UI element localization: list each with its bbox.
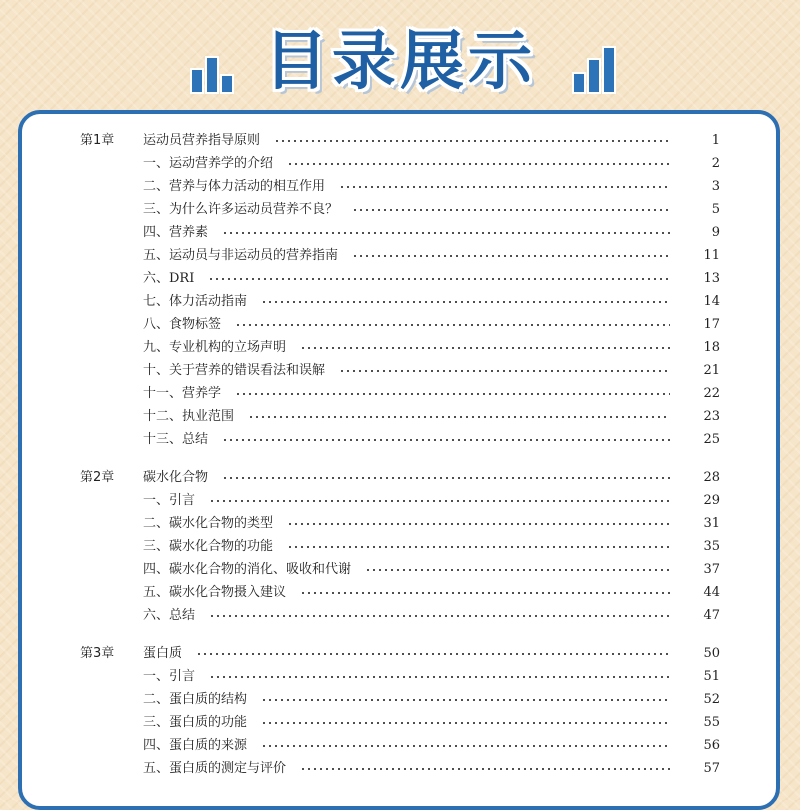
chapter-number: 第3章 <box>80 646 115 661</box>
leader-dots <box>287 542 670 552</box>
section-title: 六、总结 <box>143 608 196 623</box>
chapter-title: 运动员营养指导原则 <box>143 133 261 148</box>
leader-dots <box>261 718 670 728</box>
page-number: 21 <box>703 363 720 378</box>
toc-section-row <box>0 758 800 780</box>
leader-dots <box>274 136 670 146</box>
toc-chapter-row <box>0 467 800 489</box>
page-number: 50 <box>703 646 720 661</box>
leader-dots <box>300 588 670 598</box>
section-title: 四、碳水化合物的消化、吸收和代谢 <box>143 562 352 577</box>
section-title: 四、蛋白质的来源 <box>143 738 248 753</box>
leader-dots <box>287 519 670 529</box>
toc-chapter-row <box>0 130 800 152</box>
page-number: 31 <box>703 516 720 531</box>
leader-dots <box>248 412 670 422</box>
leader-dots <box>222 435 670 445</box>
page-number: 28 <box>703 470 720 485</box>
leader-dots <box>196 649 670 659</box>
leader-dots <box>300 343 670 353</box>
leader-dots <box>222 473 670 483</box>
section-title: 一、引言 <box>143 669 196 684</box>
leader-dots <box>235 389 670 399</box>
section-title: 十一、营养学 <box>143 386 222 401</box>
section-title: 十三、总结 <box>143 432 209 447</box>
page-number: 47 <box>703 608 720 623</box>
page-number: 11 <box>703 248 720 263</box>
section-title: 二、碳水化合物的类型 <box>143 516 274 531</box>
toc-section-row <box>0 245 800 267</box>
chapter-number: 第2章 <box>80 470 115 485</box>
page-number: 14 <box>703 294 720 309</box>
toc-section-row <box>0 222 800 244</box>
page-title: 目录展示 <box>264 25 536 99</box>
leader-dots <box>261 695 670 705</box>
leader-dots <box>300 764 670 774</box>
leader-dots <box>209 611 670 621</box>
section-title: 一、引言 <box>143 493 196 508</box>
toc-chapter-row <box>0 643 800 665</box>
page-number: 23 <box>703 409 720 424</box>
section-title: 十二、执业范围 <box>143 409 235 424</box>
leader-dots <box>235 320 670 330</box>
leader-dots <box>209 496 670 506</box>
leader-dots <box>222 228 670 238</box>
leader-dots <box>352 205 670 215</box>
page-number: 35 <box>703 539 720 554</box>
toc-section-row <box>0 712 800 734</box>
leader-dots <box>352 251 670 261</box>
section-title: 六、DRI <box>143 271 195 286</box>
toc-section-row <box>0 490 800 512</box>
leader-dots <box>287 159 670 169</box>
section-title: 三、碳水化合物的功能 <box>143 539 274 554</box>
toc-section-row <box>0 153 800 175</box>
toc-section-row <box>0 605 800 627</box>
page-number: 22 <box>703 386 720 401</box>
chapter-title: 碳水化合物 <box>143 470 209 485</box>
section-title: 三、蛋白质的功能 <box>143 715 248 730</box>
toc-section-row <box>0 536 800 558</box>
toc-section-row <box>0 735 800 757</box>
toc-section-row <box>0 429 800 451</box>
page-number: 55 <box>703 715 720 730</box>
section-title: 七、体力活动指南 <box>143 294 248 309</box>
toc-section-row <box>0 582 800 604</box>
toc-section-row <box>0 268 800 290</box>
page-number: 25 <box>703 432 720 447</box>
page-number: 3 <box>711 179 720 194</box>
toc-section-row <box>0 406 800 428</box>
page-number: 2 <box>711 156 720 171</box>
toc-section-row <box>0 199 800 221</box>
toc-section-row <box>0 291 800 313</box>
page-number: 29 <box>703 493 720 508</box>
section-title: 三、为什么许多运动员营养不良？ <box>143 202 339 217</box>
chapter-number: 第1章 <box>80 133 115 148</box>
section-title: 五、运动员与非运动员的营养指南 <box>143 248 339 263</box>
toc-section-row <box>0 689 800 711</box>
toc-section-row <box>0 314 800 336</box>
toc-section-row <box>0 383 800 405</box>
page-number: 37 <box>703 562 720 577</box>
page-number: 9 <box>711 225 720 240</box>
bar-chart-icon-right <box>572 40 632 94</box>
page-number: 17 <box>703 317 720 332</box>
leader-dots <box>365 565 670 575</box>
leader-dots <box>339 182 670 192</box>
page-number: 51 <box>703 669 720 684</box>
chapter-title: 蛋白质 <box>143 646 183 661</box>
toc-section-row <box>0 337 800 359</box>
section-title: 五、碳水化合物摄入建议 <box>143 585 287 600</box>
page-number: 56 <box>703 738 720 753</box>
page-number: 44 <box>703 585 720 600</box>
toc-section-row <box>0 559 800 581</box>
section-title: 五、蛋白质的测定与评价 <box>143 761 287 776</box>
leader-dots <box>208 274 670 284</box>
header-banner <box>0 0 800 118</box>
page-number: 52 <box>703 692 720 707</box>
section-title: 十、关于营养的错误看法和误解 <box>143 363 326 378</box>
leader-dots <box>209 672 670 682</box>
toc-section-row <box>0 176 800 198</box>
section-title: 四、营养素 <box>143 225 209 240</box>
toc-section-row <box>0 666 800 688</box>
section-title: 二、蛋白质的结构 <box>143 692 248 707</box>
page-number: 13 <box>703 271 720 286</box>
section-title: 一、运动营养学的介绍 <box>143 156 274 171</box>
page-number: 5 <box>711 202 720 217</box>
leader-dots <box>261 741 670 751</box>
leader-dots <box>339 366 670 376</box>
section-title: 九、专业机构的立场声明 <box>143 340 287 355</box>
page-number: 57 <box>703 761 720 776</box>
toc-section-row <box>0 513 800 535</box>
section-title: 二、营养与体力活动的相互作用 <box>143 179 326 194</box>
page-number: 1 <box>711 133 720 148</box>
page-number: 18 <box>703 340 720 355</box>
toc-section-row <box>0 360 800 382</box>
section-title: 八、食物标签 <box>143 317 222 332</box>
leader-dots <box>261 297 670 307</box>
